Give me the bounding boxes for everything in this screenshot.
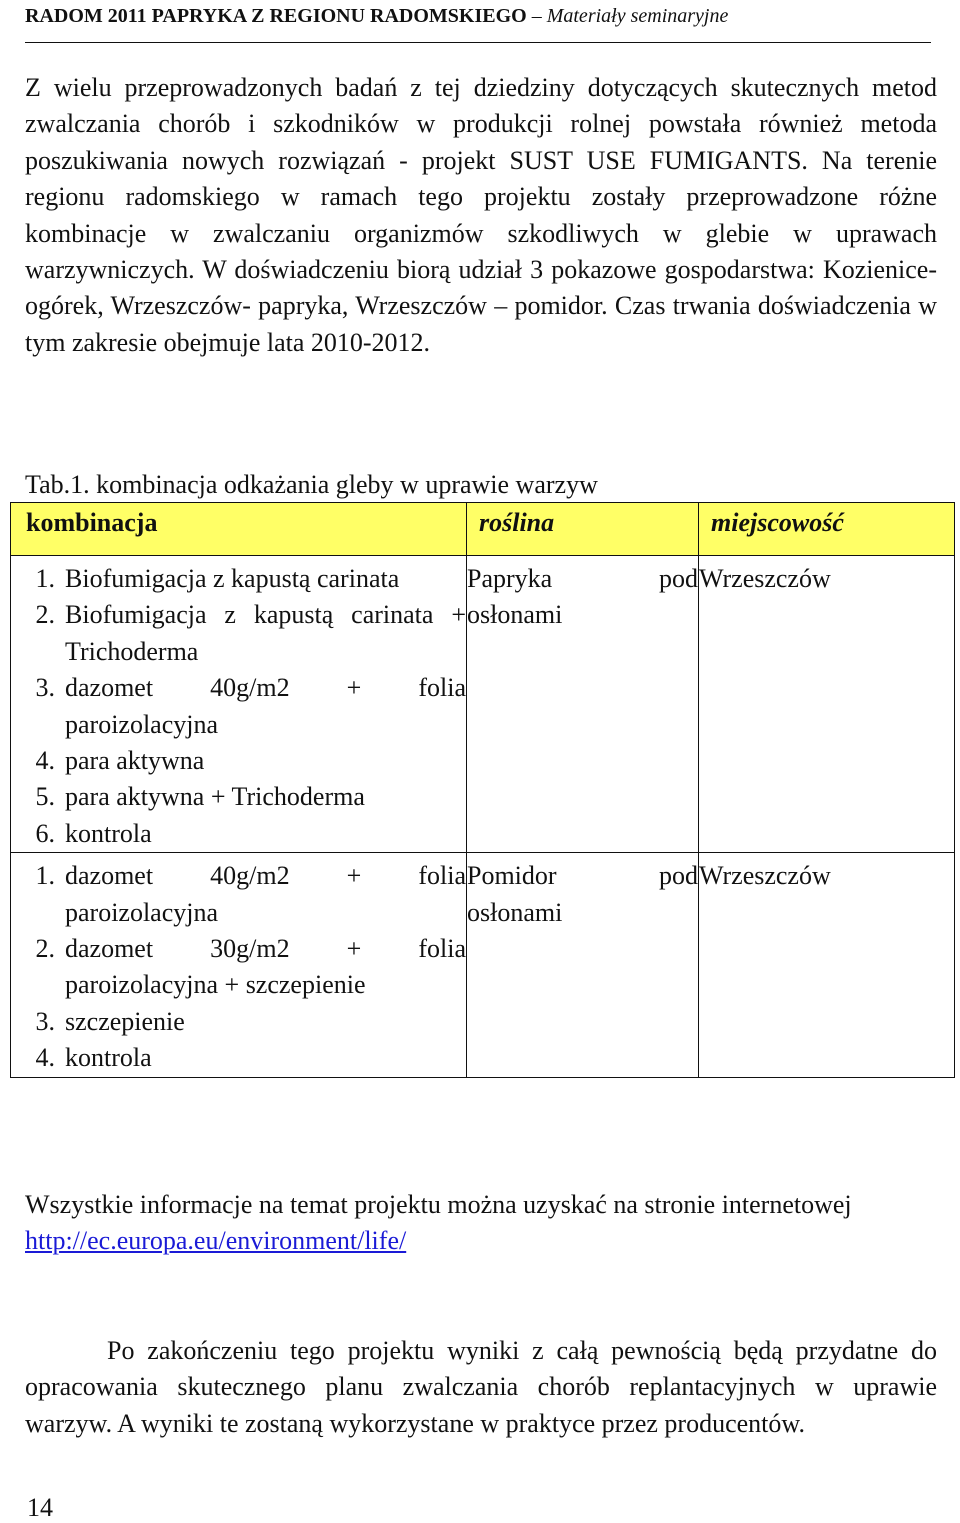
- running-header: [25, 3, 931, 29]
- project-link[interactable]: http://ec.europa.eu/environment/life/: [25, 1226, 407, 1256]
- plant-cell: Papryka pod osłonami: [467, 556, 699, 853]
- info-text: Wszystkie informacje na temat projektu można uzyskać na stronie internetowej: [25, 1190, 852, 1219]
- list-item: 6. kontrola: [35, 818, 152, 848]
- table-caption: Tab.1. kombinacja odkażania gleby w uprawie warzyw: [25, 470, 598, 499]
- header-roslina: roślina: [467, 503, 699, 556]
- combination-table: [10, 502, 955, 1078]
- treatment-list-cell: [11, 556, 467, 853]
- header-divider: [25, 42, 931, 43]
- closing-paragraph: Po zakończeniu tego projektu wyniki z całą pewnością będą przydatne do opracowania skutecznego planu zwalczania chorób replantacyjnych w uprawie warzyw. A wyniki te zostaną wykorzystane w praktyce przez producentów.: [25, 1336, 937, 1438]
- treatment-list: [11, 561, 466, 852]
- list-item: 1. dazomet 40g/m2 + folia paroizolacyjna: [35, 861, 466, 927]
- table-row: [11, 556, 955, 853]
- list-item: 2. dazomet 30g/m2 + folia paroizolacyjna + szczepienie: [35, 934, 466, 1000]
- info-paragraph: [25, 1187, 937, 1260]
- list-item: 5. para aktywna + Trichoderma: [35, 782, 365, 812]
- treatment-list-cell: [11, 853, 467, 1077]
- plant-cell: Pomidor pod osłonami: [467, 853, 699, 1077]
- header-subtitle: – Materiały seminaryjne: [531, 5, 729, 27]
- list-item: 1. Biofumigacja z kapustą carinata: [35, 564, 400, 593]
- table-header-row: [11, 503, 955, 556]
- table-row: [11, 853, 955, 1077]
- page-number: 14: [27, 1493, 53, 1522]
- header-title: RADOM 2011 PAPRYKA Z REGIONU RADOMSKIEGO: [25, 5, 527, 27]
- intro-paragraph: Z wielu przeprowadzonych badań z tej dziedziny dotyczących skutecznych metod zwalczania chorób i szkodników w produkcji rolnej powstała również metoda poszukiwania nowych rozwiązań - projekt SUST USE FUMIGANTS. Na terenie regionu radomskiego w ramach tego projektu zostały przeprowadzone różne kombinacje w zwalczaniu organizmów szkodliwych w glebie w uprawach warzywniczych. W doświadczeniu biorą udział 3 pokazowe gospodarstwa: Kozienice-ogórek, Wrzeszczów- papryka, Wrzeszczów – pomidor. Czas trwania doświadczenia w tym zakresie obejmuje lata 2010-2012.: [25, 73, 937, 357]
- list-item: 3. szczepienie: [35, 1006, 185, 1036]
- list-item: 2. Biofumigacja z kapustą carinata + Trichoderma: [35, 600, 466, 666]
- list-item: 4. kontrola: [35, 1043, 152, 1073]
- place-cell: Wrzeszczów: [699, 556, 955, 853]
- list-item: 3. dazomet 40g/m2 + folia paroizolacyjna: [35, 673, 466, 739]
- header-kombinacja: kombinacja: [11, 503, 467, 556]
- list-item: 4. para aktywna: [35, 746, 205, 776]
- treatment-list: [11, 858, 466, 1076]
- place-cell: Wrzeszczów: [699, 853, 955, 1077]
- header-miejscowosc: miejscowość: [699, 503, 955, 556]
